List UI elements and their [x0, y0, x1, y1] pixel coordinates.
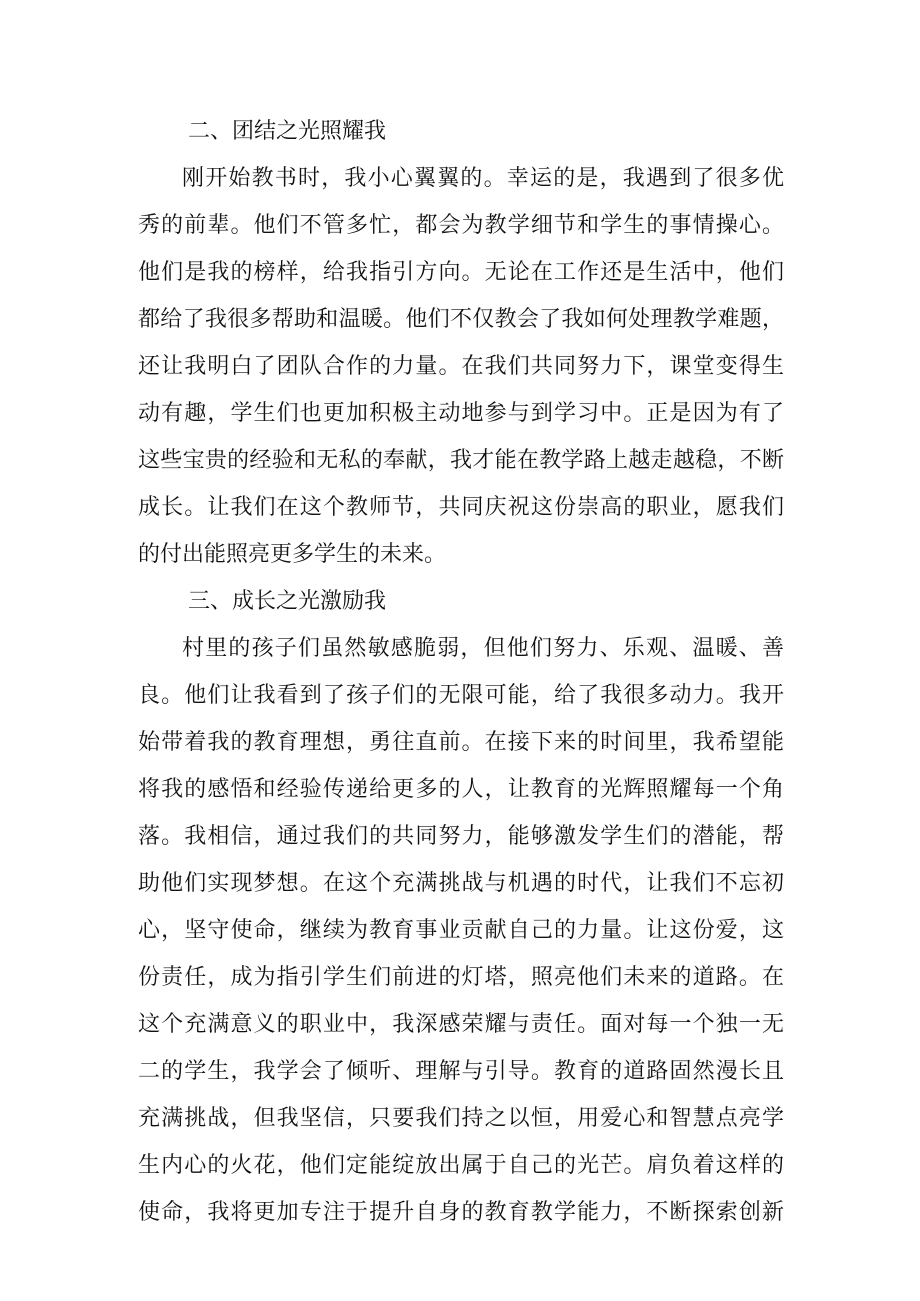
paragraph-line: 还让我明白了团队合作的力量。在我们共同努力下，课堂变得生: [138, 354, 784, 379]
paragraph-line: 秀的前辈。他们不管多忙，都会为教学细节和学生的事情操心。: [138, 213, 784, 238]
paragraph-line: 心，坚守使命，继续为教育事业贡献自己的力量。让这份爱，这: [138, 918, 784, 943]
paragraph-line: 他们是我的榜样，给我指引方向。无论在工作还是生活中，他们: [138, 260, 784, 285]
paragraph-line: 这些宝贵的经验和无私的奉献，我才能在教学路上越走越稳，不断: [138, 448, 784, 473]
paragraph-line: 生内心的火花，他们定能绽放出属于自己的光芒。肩负着这样的: [138, 1153, 784, 1178]
paragraph-line: 刚开始教书时，我小心翼翼的。幸运的是，我遇到了很多优: [182, 166, 784, 191]
section-heading: 二、团结之光照耀我: [188, 119, 387, 144]
document-body: [138, 116, 784, 1244]
paragraph-line: 助他们实现梦想。在这个充满挑战与机遇的时代，让我们不忘初: [138, 871, 784, 896]
paragraph-line: 这个充满意义的职业中，我深感荣耀与责任。面对每一个独一无: [138, 1012, 784, 1037]
paragraph-line: 始带着我的教育理想，勇往直前。在接下来的时间里，我希望能: [138, 730, 784, 755]
paragraph-line: 良。他们让我看到了孩子们的无限可能，给了我很多动力。我开: [138, 683, 784, 708]
paragraph-line: 份责任，成为指引学生们前进的灯塔，照亮他们未来的道路。在: [138, 965, 784, 990]
paragraph-line: 村里的孩子们虽然敏感脆弱，但他们努力、乐观、温暖、善: [182, 636, 784, 661]
paragraph-line: 使命，我将更加专注于提升自身的教育教学能力，不断探索创新: [138, 1200, 784, 1225]
paragraph-line: 充满挑战，但我坚信，只要我们持之以恒，用爱心和智慧点亮学: [138, 1106, 784, 1131]
paragraph-line: 的付出能照亮更多学生的未来。: [138, 542, 447, 567]
paragraph-line: 成长。让我们在这个教师节，共同庆祝这份崇高的职业，愿我们: [138, 495, 784, 520]
section-heading: 三、成长之光激励我: [188, 589, 387, 614]
paragraph-line: 将我的感悟和经验传递给更多的人，让教育的光辉照耀每一个角: [138, 777, 784, 802]
paragraph-line: 动有趣，学生们也更加积极主动地参与到学习中。正是因为有了: [138, 401, 784, 426]
paragraph-line: 落。我相信，通过我们的共同努力，能够激发学生们的潜能，帮: [138, 824, 784, 849]
paragraph-line: 二的学生，我学会了倾听、理解与引导。教育的道路固然漫长且: [138, 1059, 784, 1084]
paragraph-line: 都给了我很多帮助和温暖。他们不仅教会了我如何处理教学难题，: [138, 307, 784, 332]
